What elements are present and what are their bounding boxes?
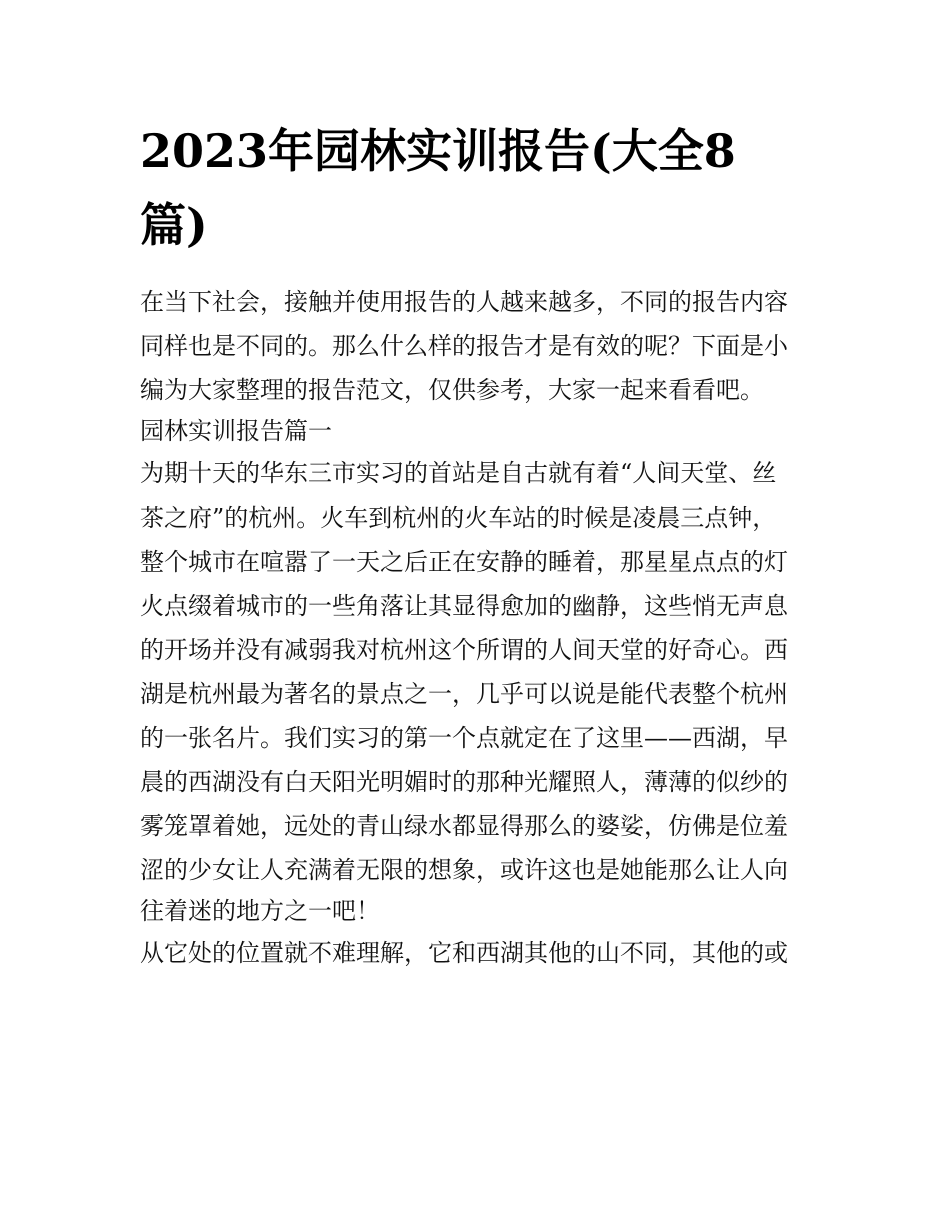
paragraph-line: 往着迷的地方之一吧！ [140, 897, 380, 925]
title-line-1: 2023年园林实训报告(大全8 [140, 124, 736, 178]
paragraph-line: 的一张名片。我们实习的第一个点就定在了这里——西湖，早 [140, 724, 788, 752]
document-title [140, 114, 820, 262]
paragraph-line: 晨的西湖没有白天阳光明媚时的那种光耀照人，薄薄的似纱的 [140, 768, 788, 796]
paragraph-line: 整个城市在喧嚣了一天之后正在安静的睡着，那星星点点的灯 [140, 548, 788, 576]
paragraph-line: 为期十天的华东三市实习的首站是自古就有着“人间天堂、丝 [140, 459, 777, 487]
paragraph-line: 雾笼罩着她，远处的青山绿水都显得那么的婆娑，仿佛是位羞 [140, 812, 788, 840]
paragraph-line: 茶之府”的杭州。火车到杭州的火车站的时候是凌晨三点钟， [140, 504, 777, 532]
section-heading: 园林实训报告篇一 [140, 417, 332, 445]
title-line-2: 篇) [140, 198, 208, 252]
intro-line: 同样也是不同的。那么什么样的报告才是有效的呢？下面是小 [140, 332, 788, 360]
paragraph-line: 从它处的位置就不难理解，它和西湖其他的山不同，其他的或 [140, 939, 788, 967]
paragraph-line: 涩的少女让人充满着无限的想象，或许这也是她能那么让人向 [140, 856, 788, 884]
paragraph-line: 的开场并没有减弱我对杭州这个所谓的人间天堂的好奇心。西 [140, 636, 788, 664]
paragraph-line: 湖是杭州最为著名的景点之一，几乎可以说是能代表整个杭州 [140, 680, 788, 708]
intro-line: 在当下社会，接触并使用报告的人越来越多，不同的报告内容 [140, 288, 788, 316]
document-body [140, 280, 820, 976]
paragraph-line: 火点缀着城市的一些角落让其显得愈加的幽静，这些悄无声息 [140, 592, 788, 620]
intro-line: 编为大家整理的报告范文，仅供参考，大家一起来看看吧。 [140, 376, 764, 404]
